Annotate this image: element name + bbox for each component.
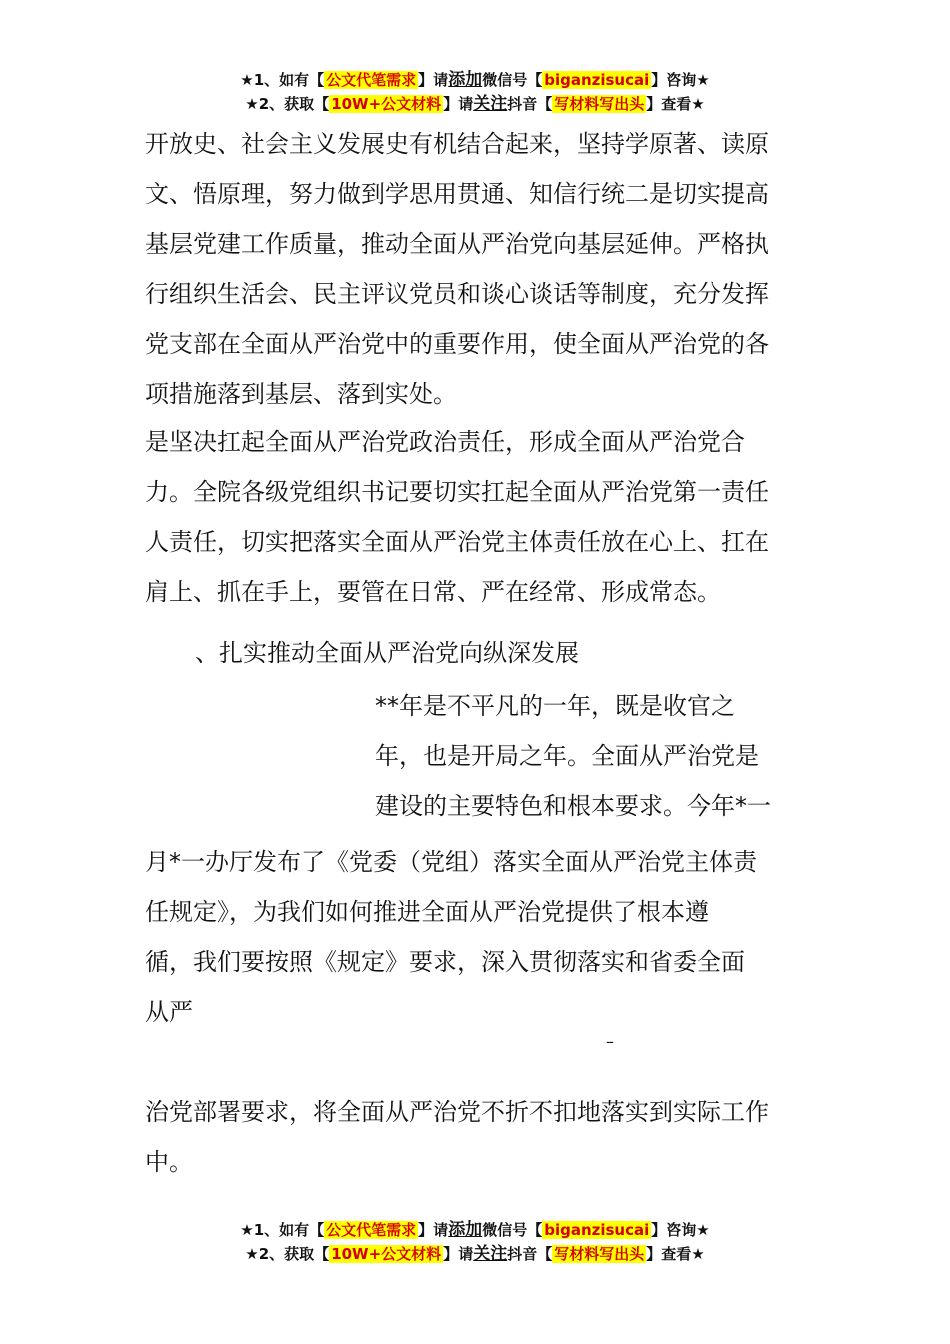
banner-text: 】查看★ [646,95,705,113]
text-line: 力。全院各级党组织书记要切实扛起全面从严治党第一责任 [145,478,769,506]
banner-text: 】咨询★ [651,1221,710,1239]
banner-text: 抖音【 [507,1245,553,1263]
text-line: 建设的主要特色和根本要求。今年*一 [375,792,771,820]
section-heading [195,628,579,678]
banner-line-1 [0,1218,950,1242]
banner-emphasis: 关注 [473,1244,508,1264]
text-line: 年，也是开局之年。全面从严治党是 [375,742,759,770]
banner-text: ★1、如有【 [240,71,325,89]
banner-emphasis: 添加 [448,70,483,90]
heading-text: 、扎实推动全面从严治党向纵深发展 [195,639,579,667]
banner-text: 】查看★ [646,1245,705,1263]
banner-highlight: 公文代笔需求 [326,1221,417,1239]
page-number-dash: – [606,1032,614,1051]
banner-text: 】请 [418,71,449,89]
banner-highlight: biganzisucai [544,1221,650,1239]
paragraph-3 [375,681,771,831]
top-banner [0,68,950,116]
text-line: 中。 [145,1148,193,1176]
banner-emphasis: 关注 [473,94,508,114]
banner-highlight: 写材料写出头 [554,1245,645,1263]
text-line: 行组织生活会、民主评议党员和谈心谈话等制度，充分发挥 [145,280,769,308]
paragraph-4 [145,837,757,1037]
banner-text: ★1、如有【 [240,1221,325,1239]
text-line: 人责任，切实把落实全面从严治党主体责任放在心上、扛在 [145,528,769,556]
banner-text: 抖音【 [507,95,553,113]
text-line: 肩上、抓在手上，要管在日常、严在经常、形成常态。 [145,578,721,606]
banner-highlight: 公文代笔需求 [326,71,417,89]
banner-line-2 [0,92,950,116]
text-line: 是坚决扛起全面从严治党政治责任，形成全面从严治党合 [145,428,745,456]
text-line: 从严 [145,998,193,1026]
paragraph-5 [145,1087,769,1187]
text-line: 项措施落到基层、落到实处。 [145,380,457,408]
banner-line-1 [0,68,950,92]
banner-text: 】请 [418,1221,449,1239]
text-line: 基层党建工作质量，推动全面从严治党向基层延伸。严格执 [145,230,769,258]
banner-highlight: 写材料写出头 [554,95,645,113]
text-line: 月*一办厅发布了《党委（党组）落实全面从严治党主体责 [145,848,757,876]
banner-highlight: 10W+公文材料 [331,1245,442,1263]
banner-text: 微信号【 [482,71,543,89]
bottom-banner [0,1218,950,1266]
banner-highlight: biganzisucai [544,71,650,89]
text-line: 文、悟原理，努力做到学思用贯通、知信行统二是切实提高 [145,180,769,208]
paragraph-2 [145,417,769,617]
banner-text: 微信号【 [482,1221,543,1239]
text-line: 任规定》，为我们如何推进全面从严治党提供了根本遵 [145,898,709,926]
banner-text: ★2、获取【 [245,1245,330,1263]
banner-emphasis: 添加 [448,1220,483,1240]
text-line: **年是不平凡的一年，既是收官之 [375,692,735,720]
banner-text: 】咨询★ [651,71,710,89]
text-line: 治党部署要求，将全面从严治党不折不扣地落实到实际工作 [145,1098,769,1126]
banner-text: 】请 [443,95,474,113]
banner-text: ★2、获取【 [245,95,330,113]
text-line: 开放史、社会主义发展史有机结合起来，坚持学原著、读原 [145,130,769,158]
text-line: 党支部在全面从严治党中的重要作用，使全面从严治党的各 [145,330,769,358]
banner-highlight: 10W+公文材料 [331,95,442,113]
banner-text: 】请 [443,1245,474,1263]
paragraph-1 [145,119,769,419]
text-line: 循，我们要按照《规定》要求，深入贯彻落实和省委全面 [145,948,745,976]
banner-line-2 [0,1242,950,1266]
